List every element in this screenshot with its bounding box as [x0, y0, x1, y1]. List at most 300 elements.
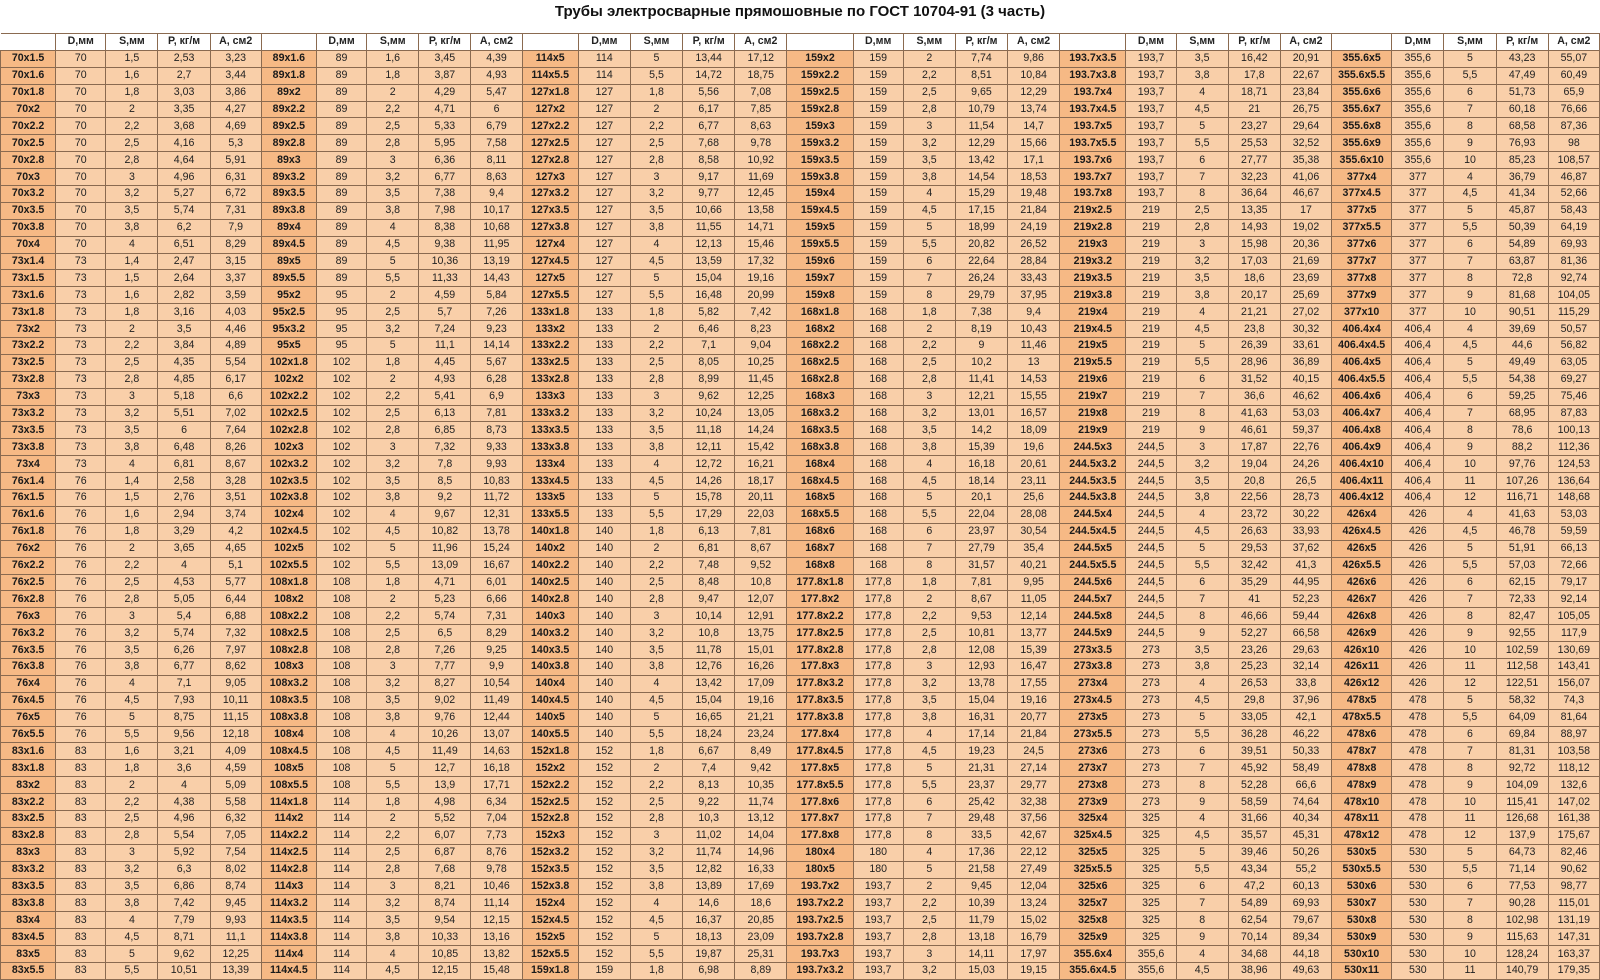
- pipe-size-cell: 127x4: [522, 236, 578, 253]
- value-cell: 3,5: [367, 186, 419, 203]
- value-cell: 406,4: [1392, 473, 1444, 490]
- value-cell: 108: [316, 658, 366, 675]
- value-cell: 19,87: [683, 946, 735, 963]
- value-cell: 50,26: [1280, 844, 1331, 861]
- value-cell: 5,5: [1176, 861, 1228, 878]
- value-cell: 4,53: [158, 574, 210, 591]
- value-cell: 8,05: [683, 354, 735, 371]
- pipe-size-cell: 95x2.5: [261, 304, 316, 321]
- pipe-size-cell: 89x2.5: [261, 118, 316, 135]
- value-cell: 5,5: [1444, 557, 1496, 574]
- value-cell: 5: [1444, 540, 1496, 557]
- value-cell: 68,95: [1496, 405, 1548, 422]
- value-cell: 15,78: [683, 490, 735, 507]
- value-cell: 70: [56, 67, 106, 84]
- pipe-size-cell: 406.4x5.5: [1332, 371, 1392, 388]
- pipe-size-cell: 219x5.5: [1060, 354, 1126, 371]
- pipe-size-cell: 193.7x3.8: [1060, 67, 1126, 84]
- pipe-size-cell: 76x3: [1, 608, 56, 625]
- value-cell: 5,5: [1444, 709, 1496, 726]
- table-row: [1, 388, 1600, 405]
- value-cell: 4: [106, 912, 158, 929]
- value-cell: 59,44: [1280, 608, 1331, 625]
- value-cell: 8: [1176, 777, 1228, 794]
- pipe-size-cell: 89x2.2: [261, 101, 316, 118]
- value-cell: 20,82: [955, 236, 1007, 253]
- value-cell: 10,8: [735, 574, 787, 591]
- value-cell: 83: [56, 827, 106, 844]
- value-cell: 24,26: [1280, 456, 1331, 473]
- value-cell: 4: [903, 844, 955, 861]
- value-cell: 89: [316, 118, 366, 135]
- value-cell: 2: [903, 50, 955, 67]
- value-cell: 29,63: [1280, 642, 1331, 659]
- value-cell: 114: [578, 50, 630, 67]
- value-cell: 55,2: [1280, 861, 1331, 878]
- value-cell: 5: [1176, 709, 1228, 726]
- value-cell: 1,5: [106, 270, 158, 287]
- value-cell: 14,63: [471, 743, 522, 760]
- value-cell: 4,5: [630, 473, 682, 490]
- value-cell: 2,53: [158, 50, 210, 67]
- value-cell: 4: [106, 236, 158, 253]
- value-cell: 15,48: [471, 962, 522, 979]
- value-cell: 8,02: [210, 861, 261, 878]
- value-cell: 4: [903, 726, 955, 743]
- value-cell: 132,6: [1548, 777, 1599, 794]
- pipe-size-cell: 244.5x4: [1060, 506, 1126, 523]
- value-cell: 9,04: [735, 338, 787, 355]
- pipe-size-cell: 133x5: [522, 490, 578, 507]
- pipe-size-cell: 377x7: [1332, 253, 1392, 270]
- value-cell: 41,63: [1496, 506, 1548, 523]
- value-cell: 1,4: [106, 473, 158, 490]
- pipe-size-cell: 219x2.5: [1060, 202, 1126, 219]
- value-cell: 102: [316, 490, 366, 507]
- pipe-size-cell: 219x6: [1060, 371, 1126, 388]
- value-cell: 9,93: [210, 912, 261, 929]
- value-cell: 8: [1176, 405, 1228, 422]
- value-cell: 2,5: [630, 574, 682, 591]
- value-cell: 10: [1444, 304, 1496, 321]
- value-cell: 13,12: [735, 810, 787, 827]
- value-cell: 40,15: [1280, 371, 1331, 388]
- value-cell: 426: [1392, 675, 1444, 692]
- value-cell: 140: [578, 692, 630, 709]
- value-cell: 177,8: [853, 810, 903, 827]
- value-cell: 13,59: [683, 253, 735, 270]
- value-cell: 8,63: [471, 169, 522, 186]
- value-cell: 5,5: [903, 506, 955, 523]
- value-cell: 152: [578, 844, 630, 861]
- pipe-size-cell: 114x2.8: [261, 861, 316, 878]
- pipe-size-cell: 102x5.5: [261, 557, 316, 574]
- value-cell: 14,26: [683, 473, 735, 490]
- value-cell: 37,62: [1280, 540, 1331, 557]
- value-cell: 2: [630, 540, 682, 557]
- value-cell: 2,5: [630, 354, 682, 371]
- value-cell: 11,49: [419, 743, 471, 760]
- value-cell: 8,19: [955, 321, 1007, 338]
- value-cell: 10: [1444, 152, 1496, 169]
- value-cell: 11,96: [419, 540, 471, 557]
- pipe-size-cell: 140x5.5: [522, 726, 578, 743]
- value-cell: 102: [316, 523, 366, 540]
- value-cell: 177,8: [853, 760, 903, 777]
- value-cell: 5,52: [419, 810, 471, 827]
- pipe-size-cell: 426x11: [1332, 658, 1392, 675]
- value-cell: 219: [1126, 202, 1176, 219]
- pipe-size-cell: 76x1.5: [1, 490, 56, 507]
- value-cell: 7,4: [683, 760, 735, 777]
- value-cell: 244,5: [1126, 523, 1176, 540]
- value-cell: 168: [853, 388, 903, 405]
- value-cell: 152: [578, 929, 630, 946]
- value-cell: 73: [56, 270, 106, 287]
- pipe-size-cell: 406.4x5: [1332, 354, 1392, 371]
- value-cell: 5,5: [630, 726, 682, 743]
- value-cell: 32,42: [1228, 557, 1280, 574]
- value-cell: 16,79: [1008, 929, 1060, 946]
- value-cell: 4: [1444, 506, 1496, 523]
- value-cell: 177,8: [853, 591, 903, 608]
- value-cell: 6,17: [683, 101, 735, 118]
- value-cell: 193,7: [1126, 186, 1176, 203]
- pipe-size-cell: 89x3: [261, 152, 316, 169]
- value-cell: 159: [853, 67, 903, 84]
- value-cell: 10: [1444, 946, 1496, 963]
- value-cell: 76: [56, 642, 106, 659]
- value-cell: 377: [1392, 253, 1444, 270]
- value-cell: 127: [578, 118, 630, 135]
- value-cell: 16,18: [471, 760, 522, 777]
- value-cell: 28,96: [1228, 354, 1280, 371]
- value-cell: 4,69: [210, 118, 261, 135]
- pipe-size-cell: 177.8x1.8: [787, 574, 853, 591]
- value-cell: 10,25: [735, 354, 787, 371]
- value-cell: 273: [1126, 726, 1176, 743]
- value-cell: 13,18: [955, 929, 1007, 946]
- value-cell: 4,27: [210, 101, 261, 118]
- value-cell: 18,99: [955, 219, 1007, 236]
- value-cell: 15,04: [683, 270, 735, 287]
- pipe-size-cell: 219x4.5: [1060, 321, 1126, 338]
- value-cell: 6,48: [158, 439, 210, 456]
- value-cell: 3,5: [630, 861, 682, 878]
- pipe-size-cell: 426x8: [1332, 608, 1392, 625]
- pipe-size-cell: 219x7: [1060, 388, 1126, 405]
- value-cell: 13,89: [683, 878, 735, 895]
- pipe-size-cell: 177.8x5: [787, 760, 853, 777]
- value-cell: 3,44: [210, 67, 261, 84]
- value-cell: 147,02: [1548, 794, 1599, 811]
- value-cell: 3,5: [367, 692, 419, 709]
- value-cell: 10,85: [419, 946, 471, 963]
- value-cell: 36,6: [1228, 388, 1280, 405]
- column-header: P, кг/м: [158, 34, 210, 51]
- pipe-size-cell: 73x3: [1, 388, 56, 405]
- value-cell: 28,73: [1280, 490, 1331, 507]
- value-cell: 6,77: [158, 658, 210, 675]
- value-cell: 2,7: [158, 67, 210, 84]
- value-cell: 12,76: [683, 658, 735, 675]
- value-cell: 3,8: [106, 439, 158, 456]
- value-cell: 127: [578, 202, 630, 219]
- table-row: [1, 354, 1600, 371]
- value-cell: 63,05: [1548, 354, 1599, 371]
- value-cell: 15,29: [955, 186, 1007, 203]
- value-cell: 5: [1176, 118, 1228, 135]
- value-cell: 9,33: [471, 439, 522, 456]
- value-cell: 7,32: [210, 625, 261, 642]
- value-cell: 128,24: [1496, 946, 1548, 963]
- value-cell: 3,86: [210, 84, 261, 101]
- value-cell: 5,41: [419, 388, 471, 405]
- table-row: [1, 84, 1600, 101]
- pipe-size-cell: 108x3: [261, 658, 316, 675]
- pipe-size-cell: 219x2.8: [1060, 219, 1126, 236]
- value-cell: 22,56: [1228, 490, 1280, 507]
- value-cell: 3: [630, 169, 682, 186]
- value-cell: 177,8: [853, 709, 903, 726]
- value-cell: 53,03: [1280, 405, 1331, 422]
- value-cell: 2,5: [1176, 202, 1228, 219]
- value-cell: 219: [1126, 270, 1176, 287]
- value-cell: 12,15: [471, 912, 522, 929]
- value-cell: 2,8: [630, 152, 682, 169]
- value-cell: 34,68: [1228, 946, 1280, 963]
- pipe-size-cell: 193.7x5: [1060, 118, 1126, 135]
- value-cell: 46,66: [1228, 608, 1280, 625]
- pipe-size-cell: 355.6x4.5: [1060, 962, 1126, 979]
- pipe-size-cell: 168x3: [787, 388, 853, 405]
- value-cell: 95: [316, 287, 366, 304]
- value-cell: 13,77: [1008, 625, 1060, 642]
- pipe-size-cell: 478x7: [1332, 743, 1392, 760]
- value-cell: 2: [903, 878, 955, 895]
- value-cell: 10,79: [955, 101, 1007, 118]
- pipe-size-cell: 377x5.5: [1332, 219, 1392, 236]
- pipe-size-cell: 219x3.8: [1060, 287, 1126, 304]
- value-cell: 6,77: [683, 118, 735, 135]
- value-cell: 2,8: [106, 591, 158, 608]
- table-row: [1, 760, 1600, 777]
- value-cell: 76: [56, 473, 106, 490]
- value-cell: 7,81: [471, 405, 522, 422]
- pipe-size-cell: 83x4: [1, 912, 56, 929]
- value-cell: 17,69: [735, 878, 787, 895]
- value-cell: 20,11: [735, 490, 787, 507]
- value-cell: 179,35: [1548, 962, 1599, 979]
- value-cell: 29,8: [1228, 692, 1280, 709]
- value-cell: 37,56: [1008, 810, 1060, 827]
- table-row: [1, 810, 1600, 827]
- value-cell: 4,5: [367, 523, 419, 540]
- value-cell: 44,6: [1496, 338, 1548, 355]
- pipe-size-cell: 152x2.5: [522, 794, 578, 811]
- pipe-size-cell: 168x2.2: [787, 338, 853, 355]
- value-cell: 89: [316, 202, 366, 219]
- value-cell: 41: [1228, 591, 1280, 608]
- value-cell: 18,6: [735, 895, 787, 912]
- value-cell: 108,57: [1548, 152, 1599, 169]
- value-cell: 112,58: [1496, 658, 1548, 675]
- value-cell: 1,8: [630, 304, 682, 321]
- value-cell: 1,8: [903, 304, 955, 321]
- value-cell: 2,64: [158, 270, 210, 287]
- value-cell: 355,6: [1126, 946, 1176, 963]
- pipe-size-cell: 152x2: [522, 760, 578, 777]
- value-cell: 3: [106, 169, 158, 186]
- value-cell: 108: [316, 591, 366, 608]
- value-cell: 102: [316, 506, 366, 523]
- value-cell: 35,29: [1228, 574, 1280, 591]
- value-cell: 70: [56, 152, 106, 169]
- pipe-size-cell: 478x5: [1332, 692, 1392, 709]
- pipe-size-cell: 355.6x5: [1332, 50, 1392, 67]
- value-cell: 72,33: [1496, 591, 1548, 608]
- value-cell: 4,5: [367, 743, 419, 760]
- value-cell: 7,81: [955, 574, 1007, 591]
- pipe-size-cell: 114x4: [261, 946, 316, 963]
- value-cell: 89: [316, 50, 366, 67]
- pipe-size-cell: 530x8: [1332, 912, 1392, 929]
- value-cell: 5,58: [210, 794, 261, 811]
- value-cell: 4,5: [367, 962, 419, 979]
- value-cell: 17,97: [1008, 946, 1060, 963]
- value-cell: 8: [1176, 608, 1228, 625]
- pipe-size-cell: 114x4.5: [261, 962, 316, 979]
- value-cell: 3,2: [367, 321, 419, 338]
- value-cell: 14,14: [471, 338, 522, 355]
- value-cell: 83: [56, 895, 106, 912]
- value-cell: 13,42: [955, 152, 1007, 169]
- value-cell: 18,6: [1228, 270, 1280, 287]
- value-cell: 8: [1444, 912, 1496, 929]
- value-cell: 73: [56, 338, 106, 355]
- pipe-size-cell: 140x2.5: [522, 574, 578, 591]
- value-cell: 11,72: [471, 490, 522, 507]
- pipe-size-cell: 89x4.5: [261, 236, 316, 253]
- table-row: [1, 270, 1600, 287]
- value-cell: 4,5: [1176, 692, 1228, 709]
- value-cell: 64,19: [1548, 219, 1599, 236]
- value-cell: 102,59: [1496, 642, 1548, 659]
- value-cell: 10,82: [419, 523, 471, 540]
- value-cell: 2,58: [158, 473, 210, 490]
- value-cell: 6,6: [210, 388, 261, 405]
- value-cell: 5: [903, 760, 955, 777]
- value-cell: 180: [853, 844, 903, 861]
- value-cell: 3: [630, 827, 682, 844]
- value-cell: 8,26: [210, 439, 261, 456]
- value-cell: 12,18: [210, 726, 261, 743]
- value-cell: 127: [578, 219, 630, 236]
- value-cell: 127: [578, 253, 630, 270]
- value-cell: 12,08: [955, 642, 1007, 659]
- value-cell: 273: [1126, 709, 1176, 726]
- pipe-size-cell: 377x6: [1332, 236, 1392, 253]
- value-cell: 152: [578, 912, 630, 929]
- value-cell: 92,14: [1548, 591, 1599, 608]
- value-cell: 6,07: [419, 827, 471, 844]
- value-cell: 6: [903, 253, 955, 270]
- value-cell: 11,79: [955, 912, 1007, 929]
- value-cell: 103,58: [1548, 743, 1599, 760]
- pipe-size-cell: 70x3: [1, 169, 56, 186]
- value-cell: 76: [56, 506, 106, 523]
- value-cell: 58,43: [1548, 202, 1599, 219]
- pipe-size-cell: 193.7x2.8: [787, 929, 853, 946]
- value-cell: 19,16: [735, 270, 787, 287]
- value-cell: 3,6: [158, 760, 210, 777]
- value-cell: 19,16: [735, 692, 787, 709]
- value-cell: 131,19: [1548, 912, 1599, 929]
- value-cell: 3,2: [630, 186, 682, 203]
- value-cell: 73: [56, 321, 106, 338]
- value-cell: 6,88: [210, 608, 261, 625]
- value-cell: 19,15: [1008, 962, 1060, 979]
- value-cell: 26,39: [1228, 338, 1280, 355]
- pipe-size-cell: 168x3.5: [787, 422, 853, 439]
- value-cell: 2: [106, 777, 158, 794]
- pipe-size-cell: 273x4.5: [1060, 692, 1126, 709]
- value-cell: 4,85: [158, 371, 210, 388]
- pipe-size-cell: 168x6: [787, 523, 853, 540]
- pipe-size-cell: 273x3.8: [1060, 658, 1126, 675]
- value-cell: 244,5: [1126, 473, 1176, 490]
- value-cell: 3,8: [630, 439, 682, 456]
- pipe-size-cell: 219x4: [1060, 304, 1126, 321]
- value-cell: 59,25: [1496, 388, 1548, 405]
- value-cell: 3,8: [1176, 287, 1228, 304]
- value-cell: 41,06: [1280, 169, 1331, 186]
- value-cell: 6,66: [471, 591, 522, 608]
- pipe-size-cell: 244.5x5.5: [1060, 557, 1126, 574]
- pipe-size-cell: 76x5: [1, 709, 56, 726]
- value-cell: 2,8: [367, 135, 419, 152]
- value-cell: 140: [578, 658, 630, 675]
- value-cell: 5,5: [367, 777, 419, 794]
- value-cell: 8,62: [210, 658, 261, 675]
- value-cell: 193,7: [1126, 118, 1176, 135]
- value-cell: 4: [1176, 946, 1228, 963]
- value-cell: 10,33: [419, 929, 471, 946]
- pipe-size-cell: 530x11: [1332, 962, 1392, 979]
- value-cell: 6,01: [471, 574, 522, 591]
- value-cell: 15,24: [471, 540, 522, 557]
- value-cell: 70: [56, 219, 106, 236]
- value-cell: 426: [1392, 574, 1444, 591]
- value-cell: 58,49: [1280, 760, 1331, 777]
- pipe-size-cell: 108x2.2: [261, 608, 316, 625]
- table-row: [1, 371, 1600, 388]
- value-cell: 10,35: [735, 777, 787, 794]
- table-row: [1, 50, 1600, 67]
- value-cell: 69,93: [1280, 895, 1331, 912]
- value-cell: 95: [316, 304, 366, 321]
- value-cell: 14,04: [735, 827, 787, 844]
- value-cell: 21,31: [955, 760, 1007, 777]
- value-cell: 8,29: [471, 625, 522, 642]
- value-cell: 152: [578, 946, 630, 963]
- value-cell: 6: [1444, 236, 1496, 253]
- pipe-size-cell: 127x2.8: [522, 152, 578, 169]
- pipe-size-cell: 73x3.2: [1, 405, 56, 422]
- value-cell: 89: [316, 236, 366, 253]
- value-cell: 11,05: [1008, 591, 1060, 608]
- value-cell: 9,56: [158, 726, 210, 743]
